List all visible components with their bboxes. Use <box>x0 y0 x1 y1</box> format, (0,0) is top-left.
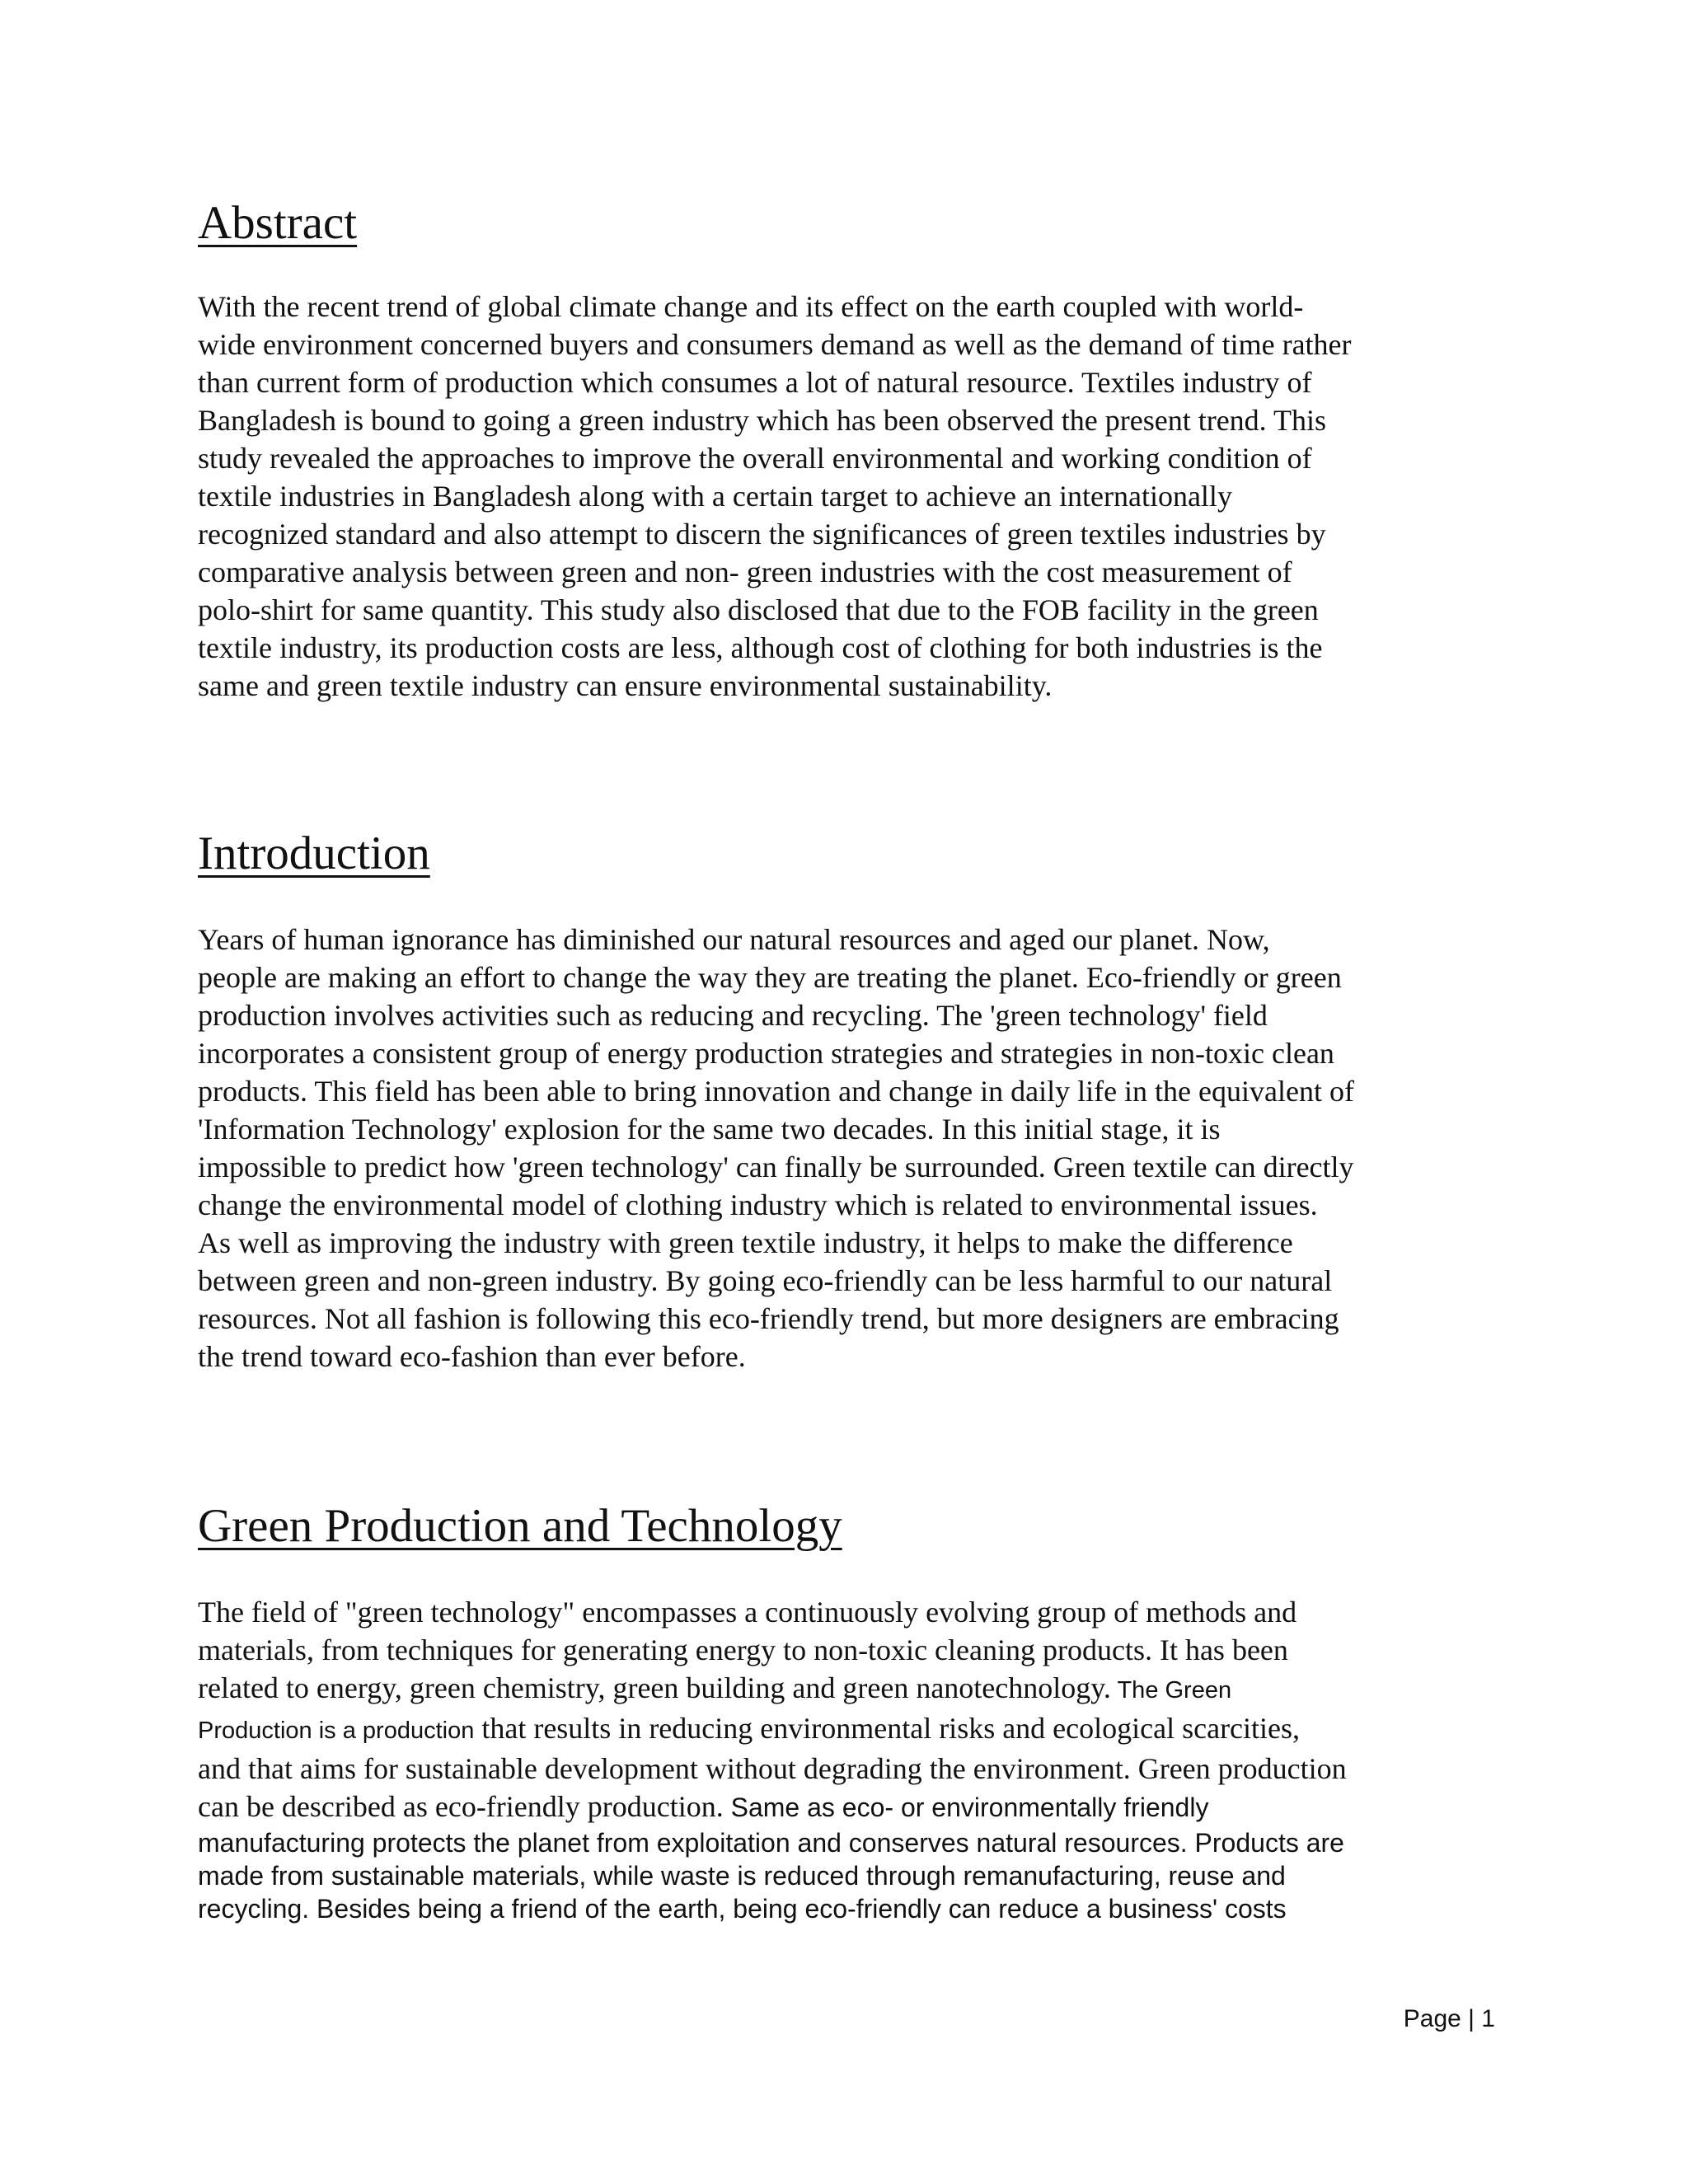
abstract-line: study revealed the approaches to improve the overall environmental and working condition of <box>198 442 1312 475</box>
green-production-line: manufacturing protects the planet from exploitation and conserves natural resources. Products are <box>198 1828 1344 1858</box>
abstract-heading: Abstract <box>198 197 358 249</box>
introduction-line: people are making an effort to change the way they are treating the planet. Eco-friendly or green <box>198 961 1342 994</box>
text-run: is a <box>312 1718 363 1744</box>
green-production-line: and that aims for sustainable development without degrading the environment. Green production <box>198 1752 1347 1785</box>
introduction-line: As well as improving the industry with green textile industry, it helps to make the difference <box>198 1226 1293 1259</box>
text-run: Production <box>198 1718 312 1744</box>
introduction-paragraph <box>198 921 1517 1376</box>
abstract-line: recognized standard and also attempt to discern the significances of green textiles industries by <box>198 518 1326 551</box>
introduction-line: between green and non-green industry. By going eco-friendly can be less harmful to our natural <box>198 1264 1333 1297</box>
green-production-heading: Green Production and Technology <box>198 1500 842 1552</box>
green-production-line <box>198 1669 1517 1709</box>
abstract-line: than current form of production which consumes a lot of natural resource. Textiles industry of <box>198 366 1312 399</box>
introduction-line: 'Information Technology' explosion for the same two decades. In this initial stage, it is <box>198 1113 1221 1146</box>
green-production-line: recycling. Besides being a friend of the earth, being eco-friendly can reduce a business' costs <box>198 1894 1287 1924</box>
text-run: can be described as eco-friendly production. <box>198 1790 724 1823</box>
abstract-line: wide environment concerned buyers and consumers demand as well as the demand of time rather <box>198 328 1352 361</box>
introduction-line: products. This field has been able to bring innovation and change in daily life in the equivalent of <box>198 1075 1354 1108</box>
abstract-line: Bangladesh is bound to going a green industry which has been observed the present trend. This <box>198 404 1327 437</box>
text-run: The Green <box>1110 1677 1232 1704</box>
introduction-line: impossible to predict how 'green technology' can finally be surrounded. Green textile can directly <box>198 1151 1354 1183</box>
green-production-line: made from sustainable materials, while waste is reduced through remanufacturing, reuse and <box>198 1861 1286 1891</box>
introduction-line: resources. Not all fashion is following this eco-friendly trend, but more designers are embracing <box>198 1302 1339 1335</box>
introduction-line: production involves activities such as reducing and recycling. The 'green technology' field <box>198 999 1268 1032</box>
green-production-line <box>198 1788 1517 1826</box>
abstract-paragraph <box>198 288 1517 705</box>
text-run: that results in reducing environmental risks and ecological scarcities, <box>474 1712 1301 1745</box>
green-production-paragraph <box>198 1593 1517 1925</box>
page-number-footer: Page | 1 <box>1403 2005 1495 2032</box>
text-run: Same as eco- or environmentally friendly <box>723 1793 1209 1822</box>
abstract-line: With the recent trend of global climate change and its effect on the earth coupled with world- <box>198 290 1304 323</box>
text-run: related to energy, green chemistry, green building and green nanotechnology. <box>198 1671 1111 1704</box>
abstract-line: textile industries in Bangladesh along with a certain target to achieve an internationally <box>198 480 1232 513</box>
abstract-line: textile industry, its production costs are less, although cost of clothing for both industries is the <box>198 631 1323 664</box>
abstract-line: polo-shirt for same quantity. This study also disclosed that due to the FOB facility in the green <box>198 593 1319 626</box>
text-run: production <box>362 1718 475 1744</box>
green-production-line: materials, from techniques for generating energy to non-toxic cleaning products. It has been <box>198 1633 1288 1666</box>
abstract-line: same and green textile industry can ensure environmental sustainability. <box>198 669 1053 702</box>
introduction-line: incorporates a consistent group of energy production strategies and strategies in non-toxic clean <box>198 1037 1334 1070</box>
introduction-line: the trend toward eco-fashion than ever before. <box>198 1340 746 1373</box>
introduction-line: Years of human ignorance has diminished our natural resources and aged our planet. Now, <box>198 923 1270 956</box>
abstract-line: comparative analysis between green and non- green industries with the cost measurement of <box>198 555 1292 588</box>
green-production-line <box>198 1709 1517 1750</box>
introduction-line: change the environmental model of clothing industry which is related to environmental issues. <box>198 1188 1318 1221</box>
green-production-line: The field of "green technology" encompasses a continuously evolving group of methods and <box>198 1596 1297 1629</box>
introduction-heading: Introduction <box>198 827 430 879</box>
